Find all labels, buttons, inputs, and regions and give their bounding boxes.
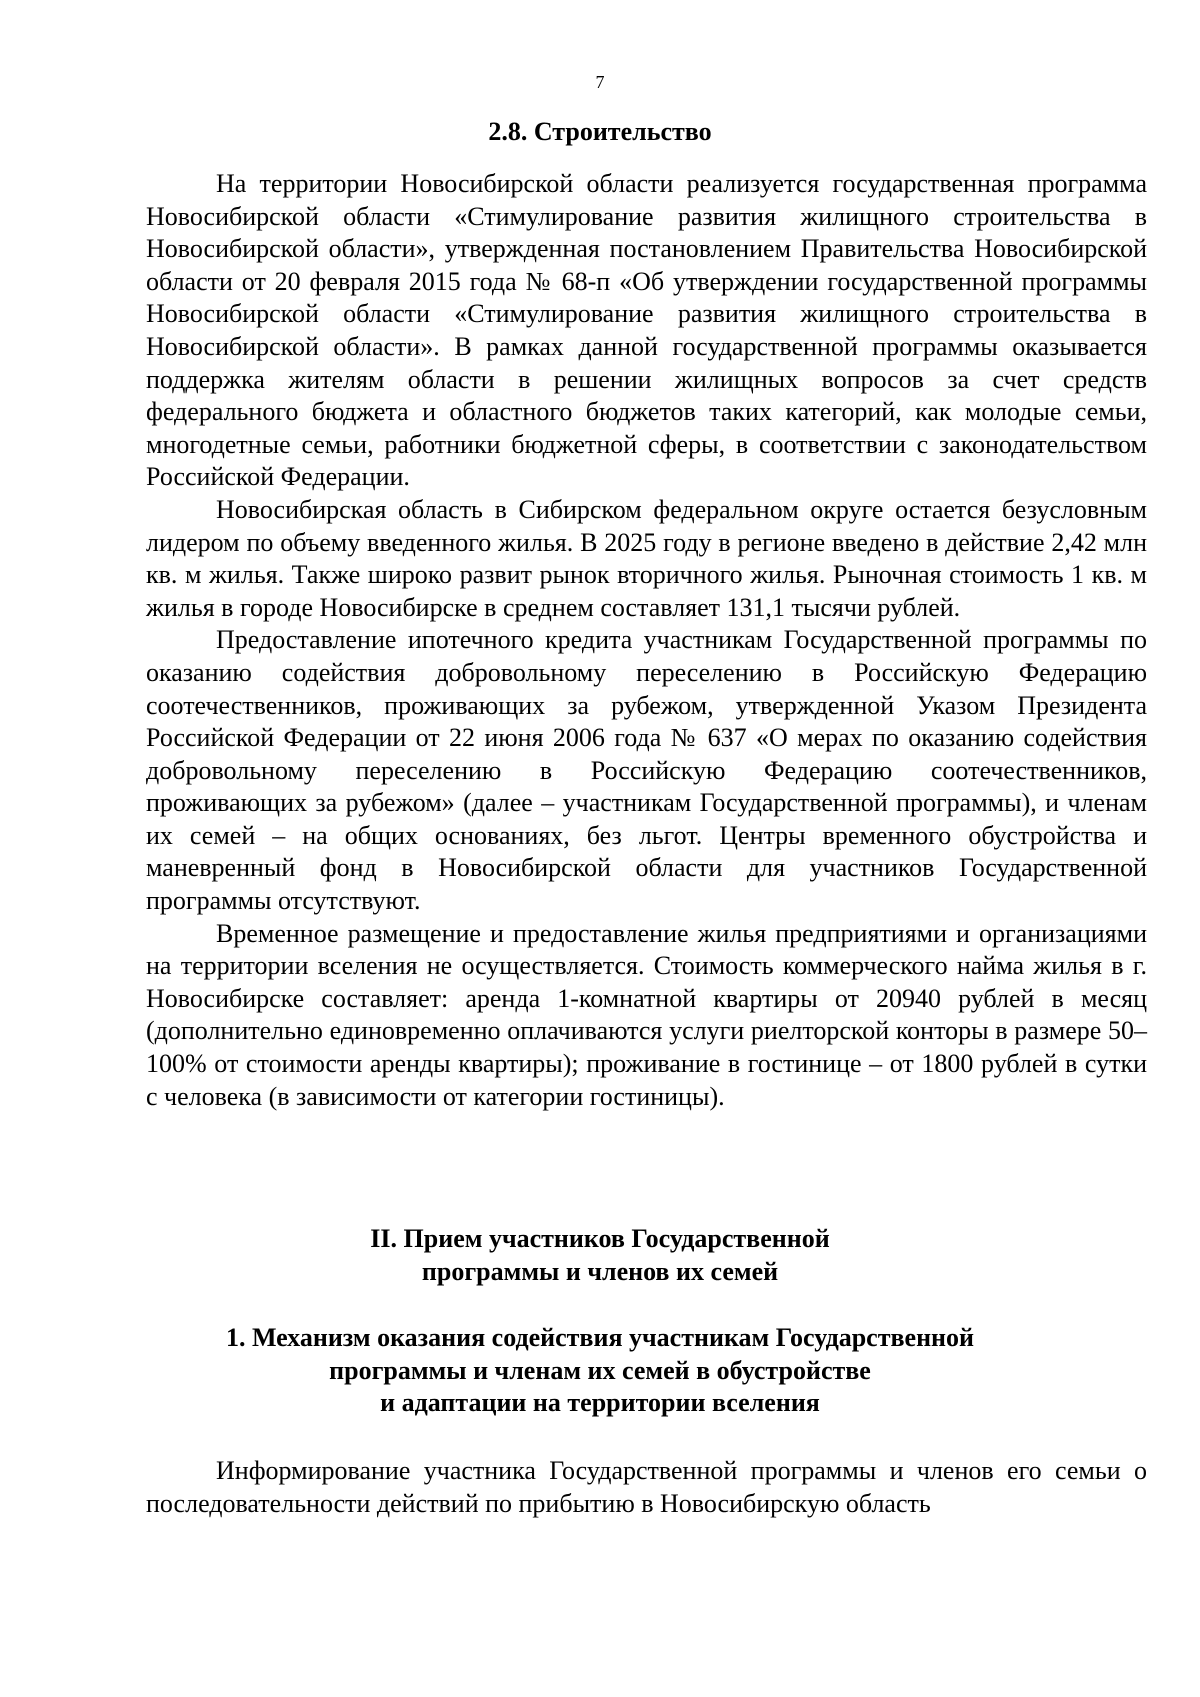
chapter-heading-line: II. Прием участников Государственной	[370, 1224, 830, 1253]
paragraph: Предоставление ипотечного кредита участникам Государственной программы по оказанию содействия добровольному переселению в Российскую Федерацию соотечественников, проживающих за рубежом, утвержденной Указом Президента Российской Федерации от 22 июня 2006 года № 637 «О мерах по оказанию содействия добровольному переселению в Российскую Федерацию соотечественников, проживающих за рубежом» (далее – участникам Государственной программы), и членам их семей – на общих основаниях, без льгот. Центры временного обустройства и маневренный фонд в Новосибирской области для участников Государственной программы отсутствуют.	[146, 625, 1147, 916]
section-title: 2.8. Строительство	[488, 117, 712, 146]
subsection-heading-line: 1. Механизм оказания содействия участникам Государственной	[225, 1323, 975, 1352]
subsection-heading	[0, 1322, 1200, 1420]
paragraph: Временное размещение и предоставление жилья предприятиями и организациями на территории вселения не осуществляется. Стоимость коммерческого найма жилья в г. Новосибирске составляет: аренда 1-комнатной квартиры от 20940 рублей в месяц (дополнительно единовременно оплачиваются услуги риелторской конторы в размере 50–100% от стоимости аренды квартиры); проживание в гостинице – от 1800 рублей в сутки с человека (в зависимости от категории гостиницы).	[146, 918, 1147, 1111]
chapter-heading	[0, 1223, 1200, 1288]
chapter-heading-line: программы и членов их семей	[421, 1256, 779, 1286]
final-text-block	[146, 1455, 1147, 1520]
subsection-heading-line: программы и членам их семей в обустройстве	[329, 1355, 871, 1385]
subsection-heading-line: и адаптации на территории вселения	[380, 1388, 820, 1418]
main-text-block	[146, 168, 1147, 1113]
paragraph: Новосибирская область в Сибирском федеральном округе остается безусловным лидером по объему введенного жилья. В 2025 году в регионе введено в действие 2,42 млн кв. м жилья. Также широко развит рынок вторичного жилья. Рыночная стоимость 1 кв. м жилья в городе Новосибирске в среднем составляет 131,1 тысячи рублей.	[146, 494, 1147, 622]
page-number: 7	[595, 72, 605, 92]
paragraph: Информирование участника Государственной программы и членов его семьи о последовательности действий по прибытию в Новосибирскую область	[146, 1456, 1147, 1518]
paragraph: На территории Новосибирской области реализуется государственная программа Новосибирской области «Стимулирование развития жилищного строительства в Новосибирской области», утвержденная постановлением Правительства Новосибирской области от 20 февраля 2015 года № 68-п «Об утверждении государственной программы Новосибирской области «Стимулирование развития жилищного строительства в Новосибирской области». В рамках данной государственной программы оказывается поддержка жителям области в решении жилищных вопросов за счет средств федерального бюджета и областного бюджетов таких категорий, как молодые семьи, многодетные семьи, работники бюджетной сферы, в соответствии с законодательством Российской Федерации.	[146, 169, 1147, 492]
